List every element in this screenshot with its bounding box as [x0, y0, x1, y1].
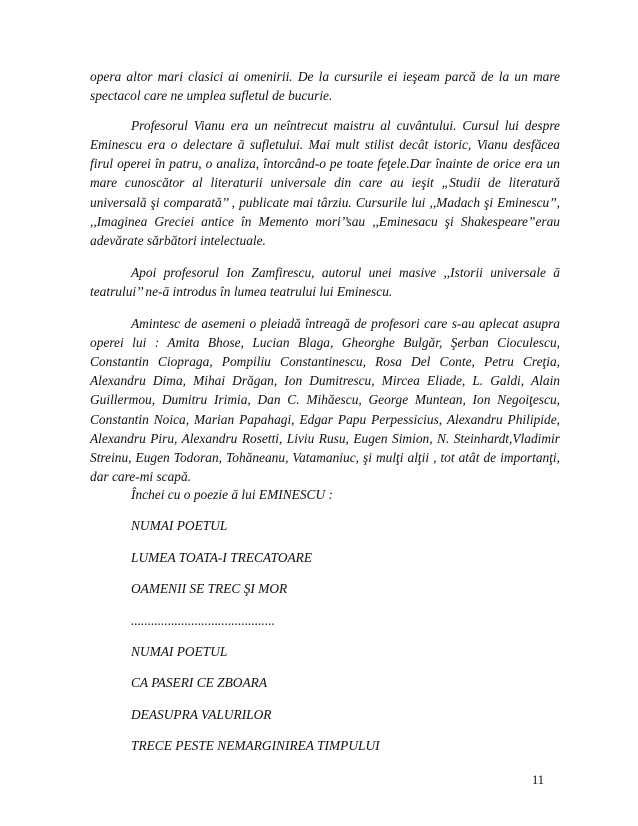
- poem-line: CA PASERI CE ZBOARA: [131, 675, 268, 691]
- poem-block: [131, 485, 380, 768]
- paragraph-professors-list: Amintesc de asemeni o pleiadă întreagă de profesori care s-au aplecat asupra operei lui : Amita Bhose, Lucian Blaga, Gheorghe Bulgăr, Şerban Cioculescu, Constantin Ciopraga, Pompiliu Constantinescu, Rosa Del Conte, Petru Creţia, Alexandru Dima, Mihai Drăgan, Ion Dumitrescu, Mircea Eliade, L. Galdi, Alain Guillermou, Dumitru Irimia, Dan C. Mihăescu, George Muntean, Ion Negoiţescu, Constantin Noica, Marian Papahagi, Edgar Papu Perpessicius, Alexandru Philipide, Alexandru Piru, Alexandru Rosetti, Liviu Rusu, Eugen Simion, N. Steinhardt,Vladimir Streinu, Eugen Todoran, Tohăneanu, Vatamaniuc, şi mulţi alţii , tot atât de importanţi, dar care-mi scapă.: [90, 316, 560, 484]
- poem-line: NUMAI POETUL: [131, 518, 228, 534]
- poem-line: NUMAI POETUL: [131, 643, 228, 659]
- poem-line: LUMEA TOATA-I TRECATOARE: [131, 549, 313, 565]
- page-number: 11: [532, 773, 545, 787]
- body-text: [90, 67, 560, 486]
- paragraph-vianu: Profesorul Vianu era un neîntrecut maistru al cuvântului. Cursul lui despre Eminescu era o delectare ā sufletului. Mai mult stilist decât istoric, Vianu desfăcea firul operei în patru, o analiza, întorcând-o pe toate feţele.Dar înainte de orice era un mare cunoscător al literaturii universale din care au ieşit „Studii de literatură universală şi comparată’’ , publicate mai târziu. Cursurile lui ,,Madach şi Eminescu’’, ,,Imaginea Greciei antice în Memento mori’’sau ,,Eminesacu şi Shakespeare”erau adevărate sărbători intelectuale.: [90, 118, 560, 248]
- paragraph-continuation: opera altor mari clasici ai omenirii. De la cursurile ei ieşeam parcă de la un mare spectacol care ne umplea sufletul de bucurie.: [90, 69, 560, 104]
- poem-line: OAMENII SE TREC ŞI MOR: [131, 581, 288, 597]
- poem-line: TRECE PESTE NEMARGINIREA TIMPULUI: [131, 738, 380, 754]
- poem-line: DEASUPRA VALURILOR: [131, 706, 272, 722]
- paragraph-zamfirescu: Apoi profesorul Ion Zamfirescu, autorul unei masive ,,Istorii universale ā teatrului’’ ne-ā introdus în lumea teatrului lui Eminescu.: [90, 264, 560, 299]
- poem-intro: Închei cu o poezie ā lui EMINESCU :: [131, 487, 333, 502]
- poem-ellipsis-line: ...........................................: [131, 612, 275, 628]
